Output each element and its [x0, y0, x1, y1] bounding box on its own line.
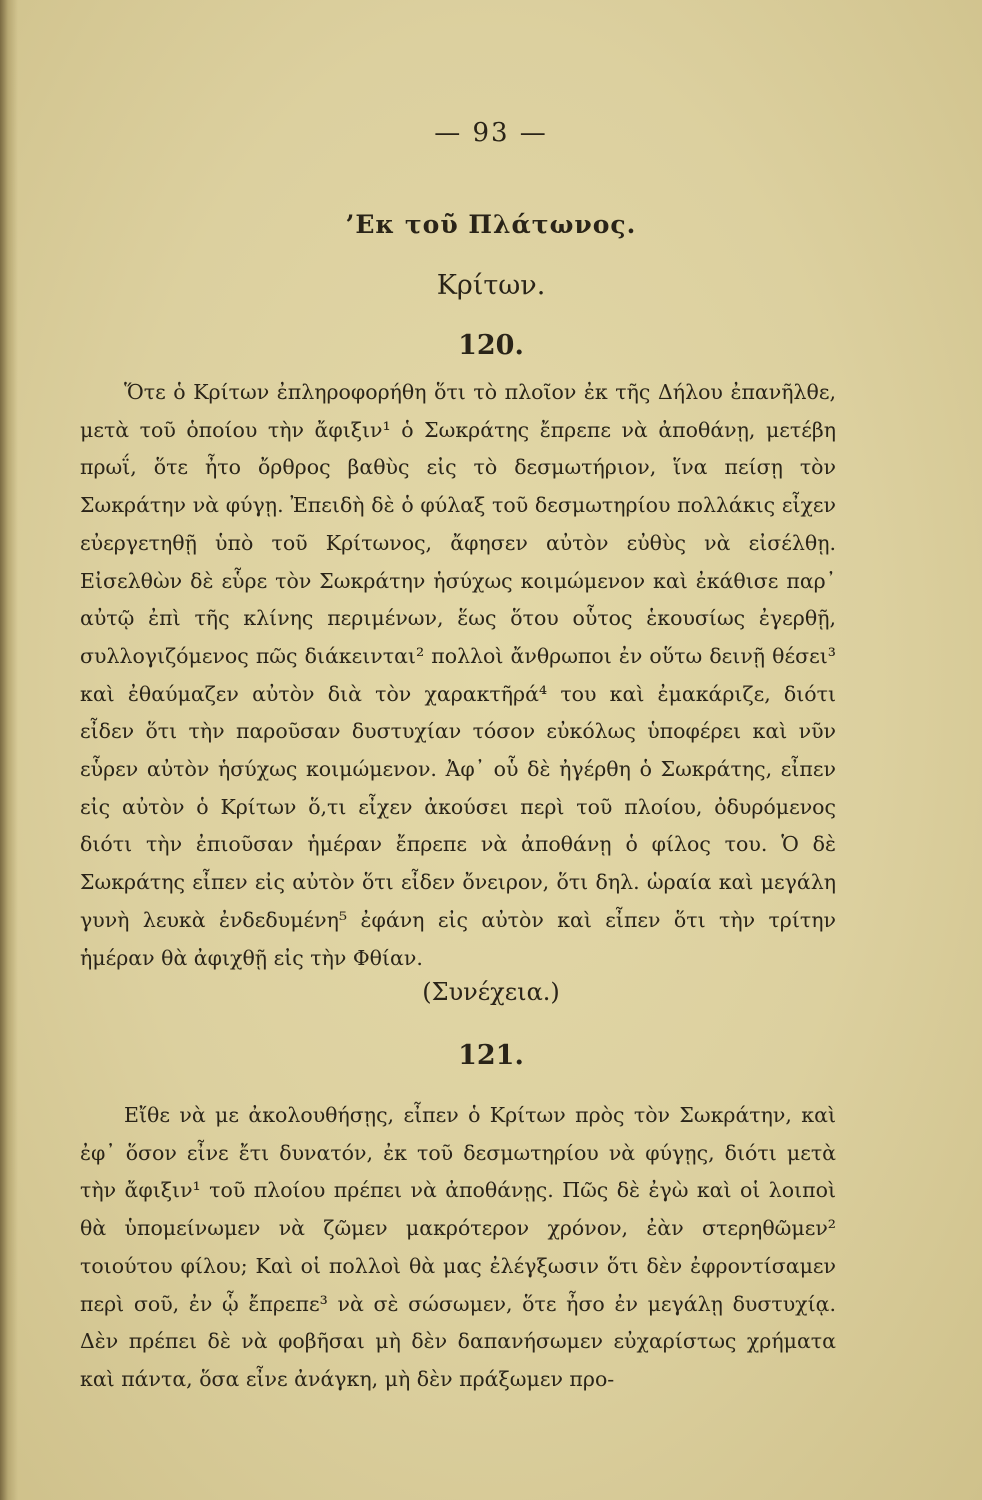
section-text: Εἴθε νὰ με ἀκολουθήσῃς, εἶπεν ὁ Κρίτων πρὸς τὸν Σωκράτην, καὶ ἐφ᾽ ὅσον εἶνε ἔτι δυνατόν, ἐκ τοῦ δεσμωτηρίου νὰ φύγῃς, διότι μετὰ τὴν ἄφιξιν¹ τοῦ πλοίου πρέπει νὰ ἀποθάνῃς. Πῶς δὲ ἐγὼ καὶ οἱ λοιποὶ θὰ ὑπομείνωμεν νὰ ζῶμεν μακρότερον χρόνον, ἐὰν στερηθῶμεν² τοιούτου φίλου; Καὶ οἱ πολλοὶ θὰ μας ἐλέγξωσιν ὅτι δὲν ἐφροντίσαμεν περὶ σοῦ, ἐν ᾧ ἔπρεπε³ νὰ σὲ σώσωμεν, ὅτε ἦσο ἐν μεγάλῃ δυστυχίᾳ. Δὲν πρέπει δὲ νὰ φοβῆσαι μὴ δὲν δαπανήσωμεν εὐχαρίστως χρήματα καὶ πάντα, ὅσα εἶνε ἀνάγκη, μὴ δὲν πράξωμεν προ- [80, 1103, 836, 1391]
section-number: 120. [458, 330, 524, 361]
section-text: Ὅτε ὁ Κρίτων ἐπληροφορήθη ὅτι τὸ πλοῖον ἐκ τῆς Δήλου ἐπανῆλθε, μετὰ τοῦ ὁποίου τὴν ἄφιξιν¹ ὁ Σωκράτης ἔπρεπε νὰ ἀποθάνῃ, μετέβη πρωΐ, ὅτε ἦτο ὄρθρος βαθὺς εἰς τὸ δεσμωτήριον, ἵνα πείσῃ τὸν Σωκράτην νὰ φύγῃ. Ἐπειδὴ δὲ ὁ φύλαξ τοῦ δεσμωτηρίου πολλάκις εἶχεν εὐεργετηθῇ ὑπὸ τοῦ Κρίτωνος, ἄφησεν αὐτὸν εὐθὺς νὰ εἰσέλθῃ. Εἰσελθὼν δὲ εὗρε τὸν Σωκράτην ἡσύχως κοιμώμενον καὶ ἐκάθισε παρ᾽ αὐτῷ ἐπὶ τῆς κλίνης περιμένων, ἕως ὅτου οὗτος ἑκουσίως ἐγερθῇ, συλλογιζόμενος πῶς διάκεινται² πολλοὶ ἄνθρωποι ἐν οὕτω δεινῇ θέσει³ καὶ ἐθαύμαζεν αὐτὸν διὰ τὸν χαρακτῆρά⁴ του καὶ ἐμακάριζε, διότι εἶδεν ὅτι τὴν παροῦσαν δυστυχίαν τόσον εὐκόλως ὑποφέρει καὶ νῦν εὗρεν αὐτὸν ἡσύχως κοιμώμενον. Ἀφ᾽ οὗ δὲ ἠγέρθη ὁ Σωκράτης, εἶπεν εἰς αὐτὸν ὁ Κρίτων ὅ,τι εἶχεν ἀκούσει περὶ τοῦ πλοίου, ὀδυρόμενος διότι τὴν ἐπιοῦσαν ἡμέραν ἔπρεπε νὰ ἀποθάνῃ ὁ φίλος του. Ὁ δὲ Σωκράτης εἶπεν εἰς αὐτὸν ὅτι εἶδεν ὄνειρον, ὅτι δηλ. ὡραία καὶ μεγάλη γυνὴ λευκὰ ἐνδεδυμένη⁵ ἐφάνη εἰς αὐτὸν καὶ εἶπεν ὅτι τὴν τρίτην ἡμέραν θὰ ἀφιχθῇ εἰς τὴν Φθίαν. [80, 380, 836, 970]
section-number: 121. [458, 1040, 524, 1071]
page-number: — 93 — [434, 118, 548, 148]
continuation-note: (Συνέχεια.) [422, 978, 560, 1006]
chapter-title: ’Εκ τοῦ Πλάτωνος. [345, 210, 637, 239]
chapter-subtitle: Κρίτων. [436, 270, 546, 301]
